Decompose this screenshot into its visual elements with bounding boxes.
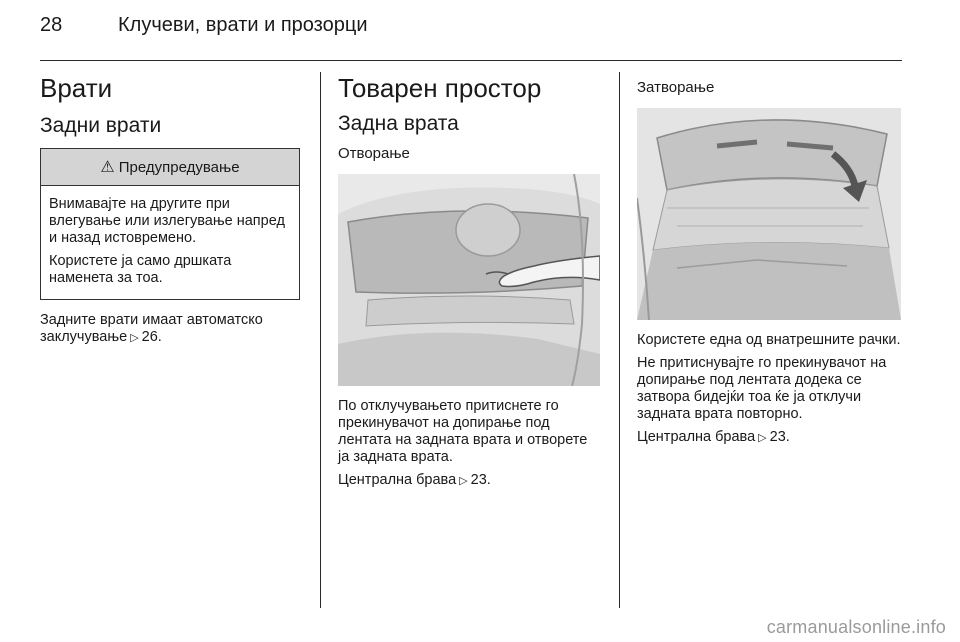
column-1	[40, 72, 302, 353]
tailgate-closing-drawing	[637, 108, 901, 320]
page-number: 28	[40, 14, 63, 36]
rear-doors-body: Задните врати имаат автоматско заклучување	[40, 312, 263, 345]
warning-header	[41, 149, 299, 186]
column-divider-1	[320, 72, 321, 608]
closing-caution-text: Не притиснувајте го прекинувачот на допирање под лентата додека се затвора бидејќи тоа ќе ја отклучи задната врата повторно.	[637, 355, 887, 422]
tailgate-opening-illustration	[338, 174, 600, 386]
subsection-title-rear-doors: Задни врати	[40, 114, 162, 137]
section-title-doors: Врати	[40, 73, 113, 103]
opening-ref-page: 23.	[470, 472, 491, 488]
warning-paragraph-1: Внимавајте на другите при влегување или излегување напред и назад истовремено.	[49, 196, 285, 246]
tailgate-opening-drawing	[338, 174, 600, 386]
page-reference-arrow-icon: ▷	[130, 332, 139, 344]
rear-doors-text	[40, 312, 302, 347]
header-rule	[40, 60, 902, 61]
column-divider-2	[619, 72, 620, 608]
opening-ref-text: Централна брава	[338, 472, 457, 488]
closing-ref-page: 23.	[769, 429, 790, 445]
warning-body	[41, 186, 299, 299]
warning-box	[40, 148, 300, 300]
minor-heading-closing: Затворање	[637, 79, 715, 96]
opening-reference	[338, 472, 600, 490]
tailgate-closing-illustration	[637, 108, 901, 320]
rear-doors-ref-page: 26.	[141, 329, 162, 345]
column-2	[338, 72, 600, 496]
page-reference-arrow-icon: ▷	[758, 432, 767, 444]
closing-reference	[637, 429, 901, 447]
subsection-title-tailgate: Задна врата	[338, 112, 459, 135]
closing-handle-text: Користете една од внатрешните рачки.	[637, 332, 901, 348]
column-3	[637, 72, 901, 453]
opening-instructions: По отклучувањето притиснете го прекинувачот на допирање под лентата на задната врата и отворете ја задната врата.	[338, 398, 588, 465]
page-reference-arrow-icon: ▷	[459, 475, 468, 487]
watermark: carmanualsonline.info	[766, 617, 946, 637]
warning-title: Предупредување	[118, 158, 240, 176]
section-title-load-compartment: Товарен простор	[338, 73, 542, 103]
page-header	[40, 14, 902, 54]
warning-paragraph-2: Користете ја само дршката наменета за тоа.	[49, 253, 232, 286]
minor-heading-opening: Отворање	[338, 145, 410, 162]
warning-triangle-icon: ⚠	[100, 159, 115, 176]
closing-ref-text: Централна брава	[637, 429, 756, 445]
running-title: Клучеви, врати и прозорци	[118, 14, 368, 36]
